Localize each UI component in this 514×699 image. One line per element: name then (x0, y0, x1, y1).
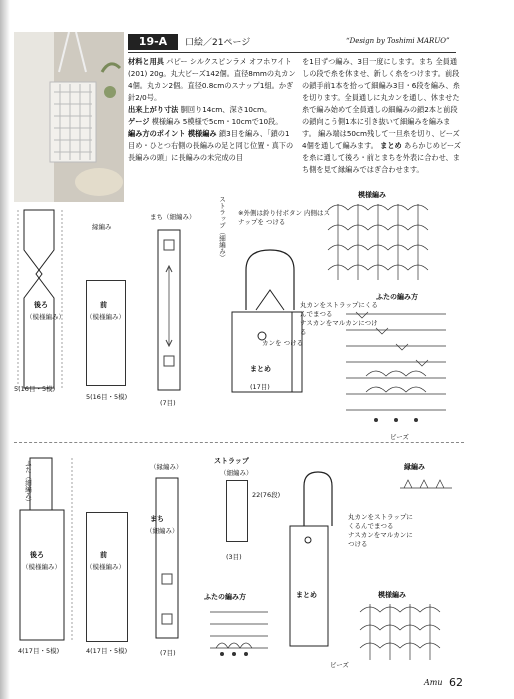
top-gusset-title: まち (150, 213, 163, 221)
bottom-strap-label: ストラップ (214, 457, 249, 465)
materials-label: 材料と用具 (128, 57, 164, 66)
footer-brand: Amu (424, 678, 443, 687)
top-assembly-label: まとめ (250, 365, 271, 373)
right-text-1: を1目ずつ編み、3目一度にします。まち 全員通しの段で糸を休ませ、新しく糸をつけます。前段の鎖手前1本を拾って細編み3目・6段を編み、糸を切ります。全員通しに丸カンを通し、休ませた糸で編み始めて全員通しの細編みの鎖2本と前段の鎖向こう側1本に引き抜いて細編みを編みます。 (302, 57, 460, 138)
instructions-left-column (128, 56, 296, 164)
bottom-dim-2: 4(17目・5模) (86, 647, 128, 655)
top-back-sub: （模様編み） (26, 313, 65, 321)
top-gusset-diagram (144, 226, 194, 396)
top-front-sub: （模様編み） (86, 313, 125, 321)
bottom-edge-label: （縁編み） (150, 463, 183, 471)
bottom-front-label: 前 (100, 551, 107, 559)
bottom-assembly-diagram (282, 466, 342, 656)
bottom-front-sub: （模様編み） (86, 563, 125, 571)
bottom-back-piece-diagram (14, 452, 78, 652)
top-front-piece (86, 280, 126, 386)
pattern-number-badge: 19-A (128, 34, 178, 50)
matome-text: あらかじめビーズを糸に通して後ろ・前とまちを外表に合わせ、まち側を見て縁編みではぎ合わせます。 (302, 141, 461, 174)
product-photo (14, 32, 124, 202)
gauge-label: ゲージ (128, 117, 150, 126)
bottom-flap-sub: （細編み） (24, 473, 32, 506)
bottom-gusset-sub: （細編み） (146, 527, 179, 535)
top-flap-label: ふたの編み方 (376, 293, 418, 301)
instructions-right-column (302, 56, 462, 176)
top-note-1: ※外側は鈴り付ボタン 内側はスナップを つける (238, 209, 331, 226)
top-flap-chart (336, 302, 460, 432)
size-label: 出来上がり寸法 (128, 105, 179, 114)
top-dim-2: 5(16目・5模) (86, 393, 128, 401)
bottom-pattern-label: 模様編み (378, 591, 406, 599)
bottom-flap-method-label: ふたの編み方 (204, 593, 246, 601)
point-sub: 模様編み (187, 129, 217, 138)
gauge-text: 模様編み 5模様で5cm・10cmで10段。 (151, 117, 283, 126)
top-strap-sub: （細編み） (218, 228, 226, 261)
top-dim-1: 5(16目・5模) (14, 385, 56, 393)
bottom-strap-piece (226, 480, 248, 542)
page-number: 62 (449, 676, 463, 689)
point-text: 鎖3目を編み、「鎖の1目め・ひとつ右側の長編みの足と同じ位置・真下の長編みの頭」に長編みの未完成の目 (128, 129, 294, 162)
bottom-back-label: 後ろ (30, 551, 44, 559)
bottom-back-sub: （模様編み） (22, 563, 61, 571)
bottom-gusset-diagram (144, 474, 192, 644)
bottom-dim-4: (3目) (226, 553, 242, 561)
top-note-3: ナスカンをマルカンにつける (300, 319, 378, 336)
bottom-gusset-label: まち (150, 515, 164, 523)
top-pattern-label: 模様編み (358, 191, 386, 199)
materials-text: パピー シルクスピンラメ オフホワイト(201) 20g。丸大ビーズ142個。直径8mmの丸カン4個。丸カン2個。直径0.8cmのスナップ1組。かぎ針2/0号。 (128, 57, 296, 102)
bottom-strap-sub: （細編み） (220, 469, 253, 477)
bottom-flap-title: ふた (24, 460, 32, 473)
top-strap-title: ストラップ (218, 196, 226, 229)
bottom-note-1: 丸カンをストラップにくるんでまつる (348, 513, 413, 530)
bottom-dim-1: 4(17目・5模) (18, 647, 60, 655)
top-note-2: 丸カンをストラップにくるんでまつる (300, 301, 378, 318)
bottom-edge-chart (396, 474, 456, 494)
bottom-pattern-chart (356, 600, 460, 666)
top-gusset-label (150, 212, 196, 221)
header-rule (128, 52, 456, 53)
designer-credit: “Design by Toshimi MARUO” (346, 37, 450, 45)
bottom-flap-chart (204, 604, 274, 660)
top-edge-label: 縁編み (92, 223, 112, 231)
bottom-edge2-label: 縁編み (404, 463, 425, 471)
matome-label: まとめ (380, 141, 402, 150)
right-text-2: 編み端は50cm残して一旦糸を切り、ビーズ4個を通して編みます。 (302, 129, 460, 150)
top-snap-label: カンを つける (262, 339, 304, 347)
size-text: 胴回り14cm、深さ10cm。 (180, 105, 272, 114)
bottom-note-2: ナスカンをマルカンにつける (348, 531, 413, 548)
bottom-beads-label: ビーズ (330, 661, 349, 669)
bottom-assembly-label: まとめ (296, 591, 317, 599)
top-front-label: 前 (100, 301, 107, 309)
top-back-label: 後ろ (34, 301, 48, 309)
top-pattern-chart (324, 200, 460, 284)
bottom-front-piece (86, 512, 128, 642)
page-reference: 口絵／21ページ (185, 38, 251, 48)
top-beads-label: ビーズ (390, 433, 409, 441)
page-gutter-shadow (0, 0, 10, 699)
top-gusset-sub: （細編み） (163, 213, 196, 221)
section-divider (14, 442, 464, 443)
bottom-dim-3: (7目) (160, 649, 176, 657)
point-label: 編み方のポイント (128, 129, 186, 138)
top-dim-3: (7目) (160, 399, 176, 407)
bottom-dim-5: 22(76段) (252, 491, 281, 499)
top-dim-4: (17目) (250, 383, 270, 391)
